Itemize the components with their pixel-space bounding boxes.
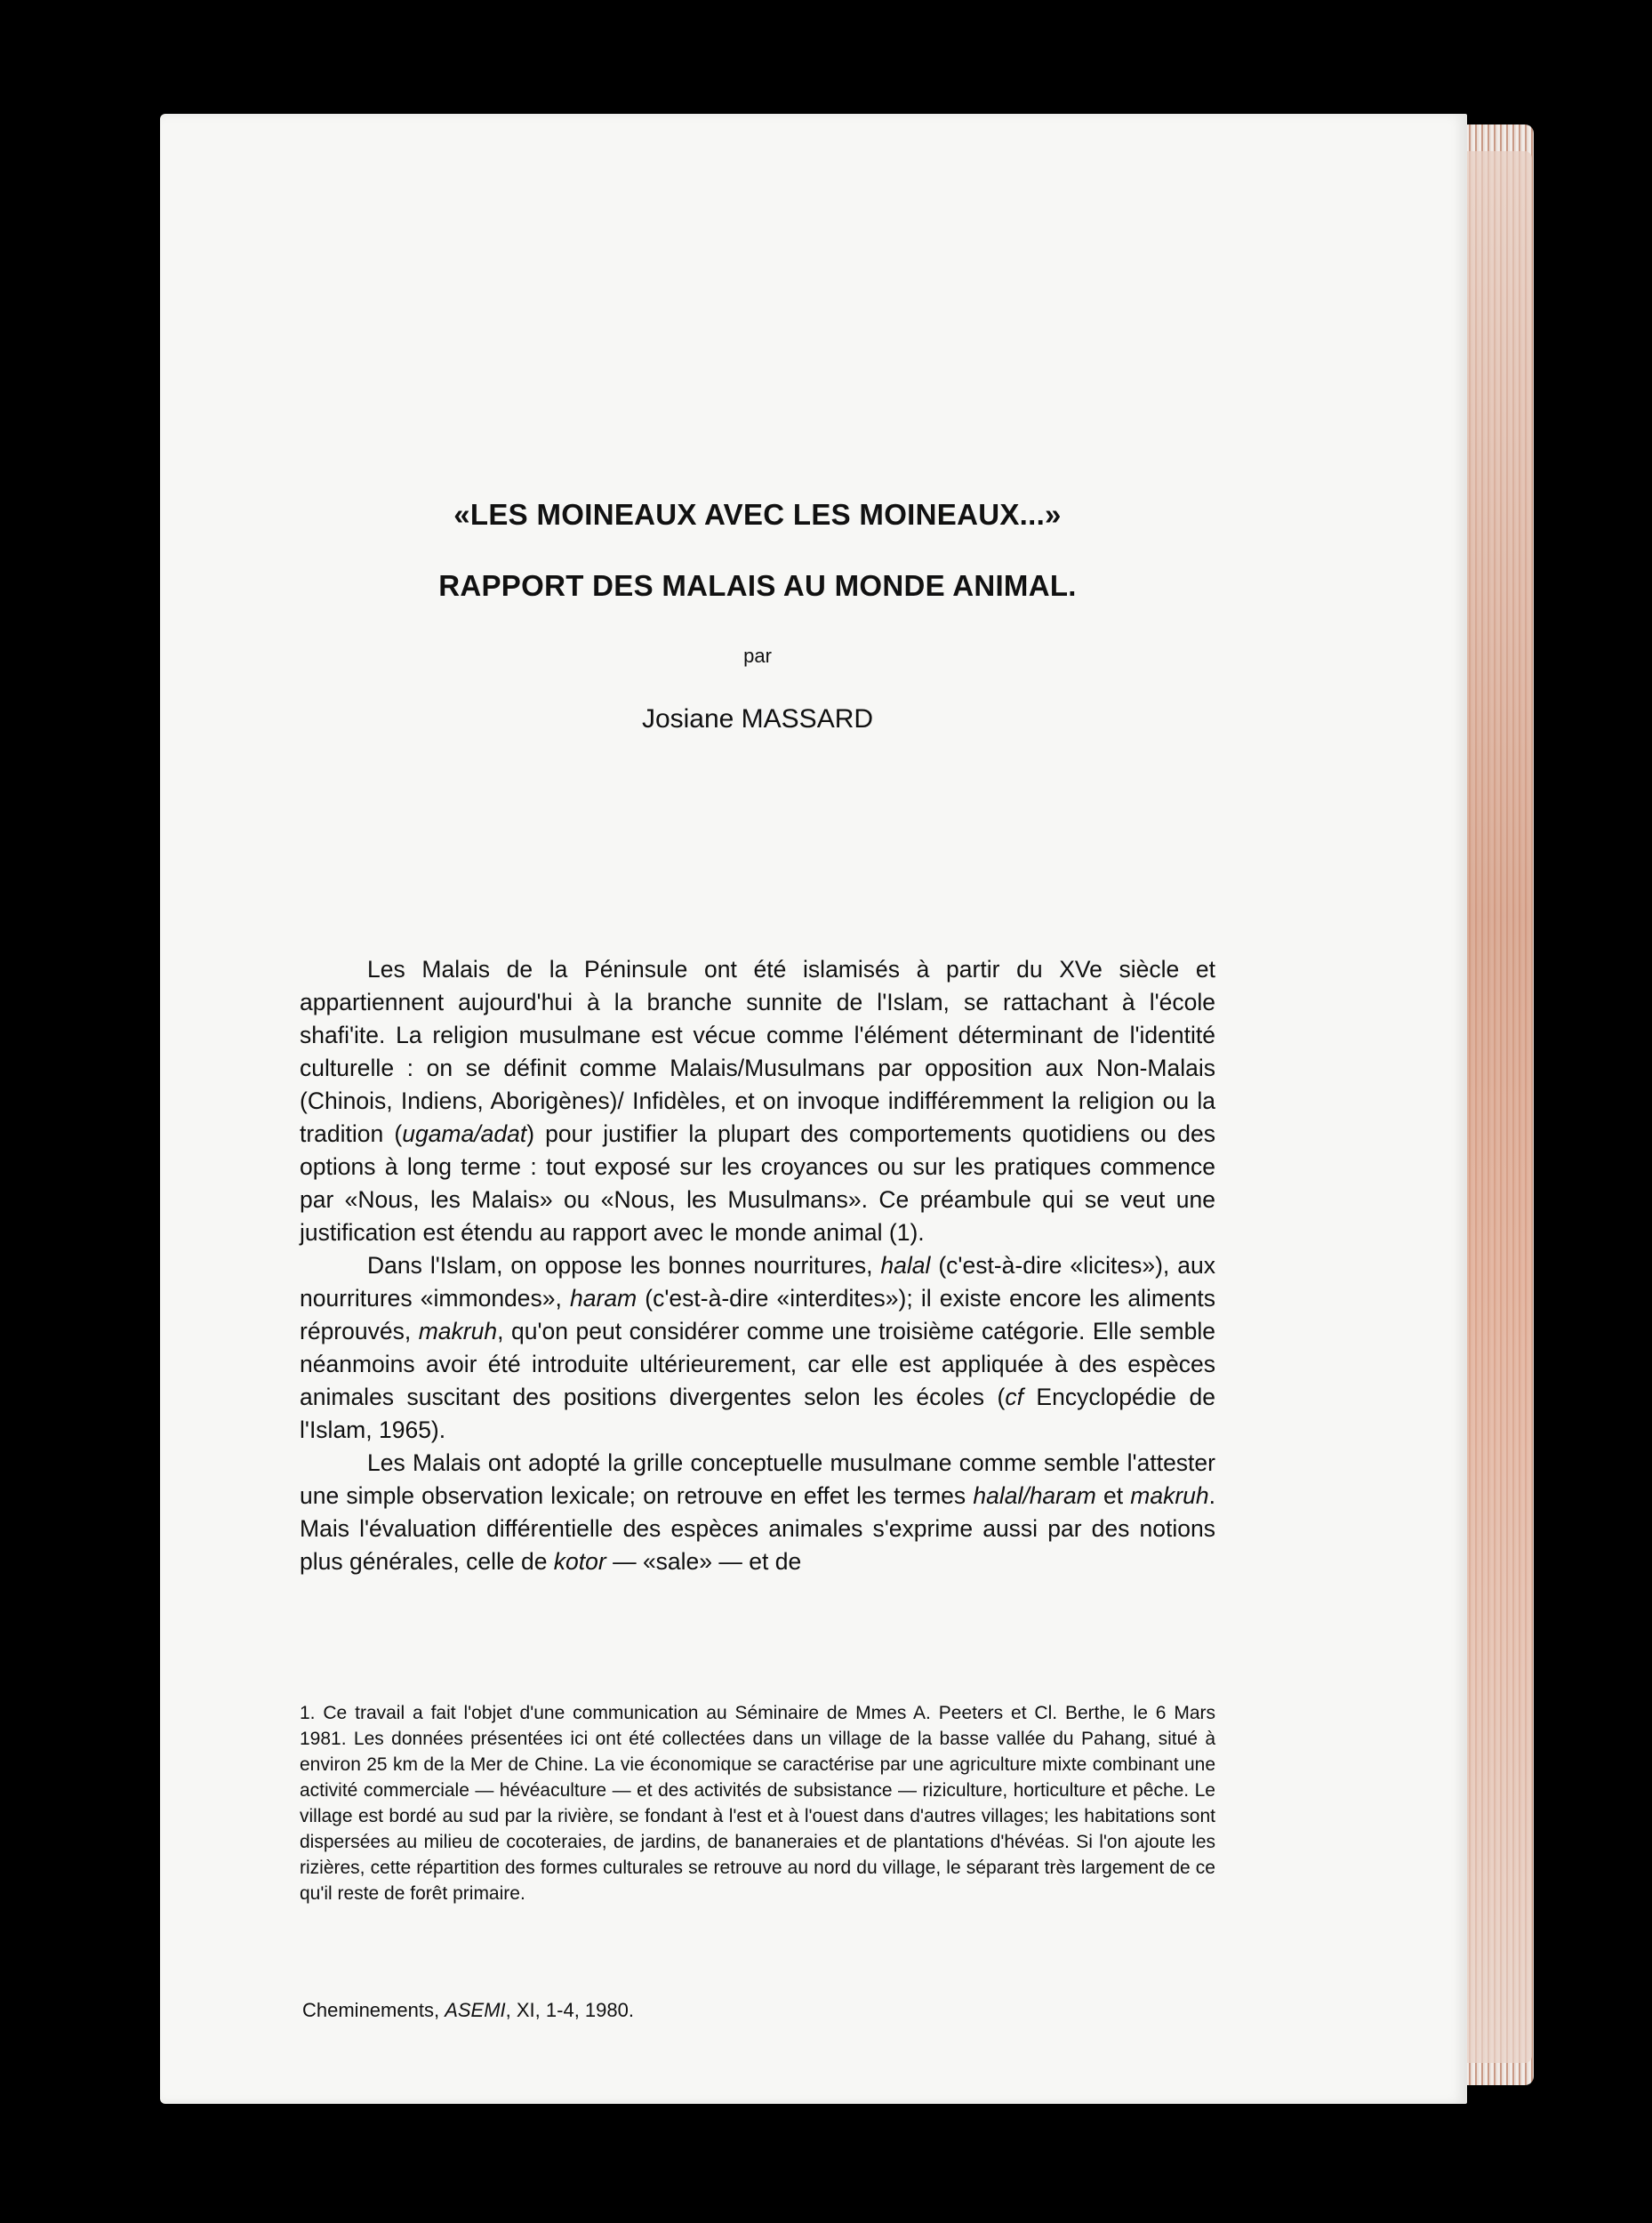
by-label: par xyxy=(743,645,772,667)
footnote xyxy=(300,1700,1215,1906)
citation: Cheminements, ASEMI, XI, 1-4, 1980. xyxy=(302,1999,634,2021)
paragraph-1: Les Malais de la Péninsule ont été islamisés à partir du XVe siècle et appartiennent aujourd'hui à la branche sunnite de l'Islam, se rattachant à l'école shafi'ite. La religion musulmane est vécue comme l'élément déterminant de l'identité culturelle : on se définit comme Malais/Musulmans par opposition aux Non-Malais (Chinois, Indiens, Aborigènes)/ Infidèles, et on invoque indifféremment la religion ou la tradition (ugama/adat) pour justifier la plupart des comportements quotidiens ou des options à long terme : tout exposé sur les croyances ou sur les pratiques commence par «Nous, les Malais» ou «Nous, les Musulmans». Ce préambule qui se veut une justification est étendu au rapport avec le monde animal (1). xyxy=(300,956,1215,1246)
journal-name: ASEMI xyxy=(445,1999,506,2021)
article-title-line2: RAPPORT DES MALAIS AU MONDE ANIMAL. xyxy=(438,569,1077,602)
paragraph-3: Les Malais ont adopté la grille conceptuelle musulmane comme semble l'attester une simple observation lexicale; on retrouve en effet les termes halal/haram et makruh. Mais l'évaluation différentielle des espèces animales s'exprime aussi par des notions plus générales, celle de kotor — «sale» — et de xyxy=(300,1449,1216,1575)
page-edge-tint xyxy=(1465,151,1532,2063)
author-name: Josiane MASSARD xyxy=(641,704,874,734)
paragraph-2: Dans l'Islam, on oppose les bonnes nourritures, halal (c'est-à-dire «licites»), aux nourritures «immondes», haram (c'est-à-dire «interdites»); il existe encore les aliments réprouvés, makruh, qu'on peut considérer comme une troisième catégorie. Elle semble néanmoins avoir été introduite ultérieurement, car elle est appliquée à des espèces animales suscitant des positions divergentes selon les écoles (cf Encyclopédie de l'Islam, 1965). xyxy=(300,1252,1215,1443)
article-title-line1: «LES MOINEAUX AVEC LES MOINEAUX...» xyxy=(453,498,1062,531)
article-body xyxy=(300,953,1215,1578)
footnote-1: 1. Ce travail a fait l'objet d'une communication au Séminaire de Mmes A. Peeters et Cl. Berthe, le 6 Mars 1981. Les données présentées ici ont été collectées dans un village de la basse vallée du Pahang, situé à environ 25 km de la Mer de Chine. La vie économique se caractérise par une agriculture mixte combinant une activité commerciale — hévéaculture — et des activités de subsistance — riziculture, horticulture et pêche. Le village est bordé au sud par la rivière, se fondant à l'est et à l'ouest dans d'autres villages; les habitations sont dispersées au milieu de cocoteraies, de jardins, de bananeraies et de plantations d'hévéas. Si l'on ajoute les rizières, cette répartition des formes culturales se retrouve au nord du village, le séparant très largement de ce qu'il reste de forêt primaire. xyxy=(300,1703,1215,1904)
